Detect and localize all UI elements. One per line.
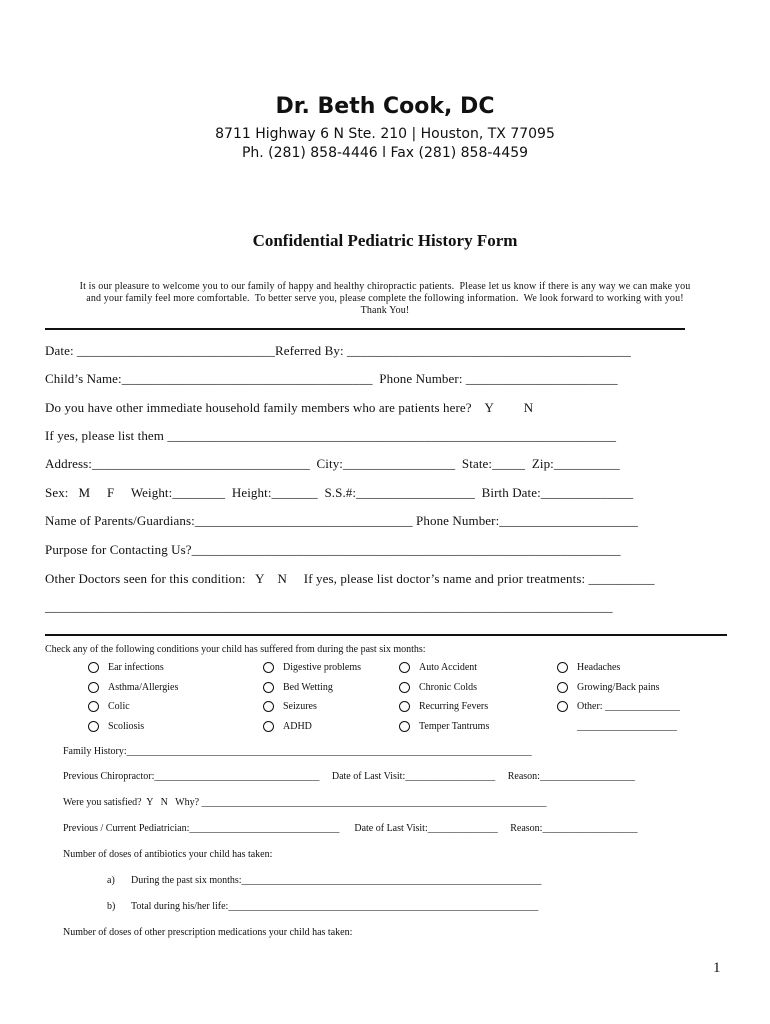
condition-checkbox[interactable] xyxy=(263,682,274,693)
condition-checkbox[interactable] xyxy=(399,662,410,673)
practice-address: 8711 Highway 6 N Ste. 210 | Houston, TX 77095 xyxy=(215,126,555,142)
condition-label: Seizures xyxy=(283,700,317,712)
condition-checkbox[interactable] xyxy=(88,701,99,712)
antibiotics-question: Number of doses of antibiotics your child has taken: xyxy=(63,849,273,860)
condition-checkbox[interactable] xyxy=(263,701,274,712)
condition-checkbox[interactable] xyxy=(399,721,410,732)
conditions-divider xyxy=(45,634,727,636)
address-field[interactable]: Address:_________________________________ City:_________________ State:_____ Zip:__________ xyxy=(45,456,620,471)
top-divider xyxy=(45,328,685,330)
condition-label: Other: _______________ xyxy=(577,700,681,712)
antibiotics-b-label: b) xyxy=(107,901,116,912)
condition-checkbox[interactable] xyxy=(557,701,568,712)
form-title: Confidential Pediatric History Form xyxy=(252,231,518,250)
household-question[interactable]: Do you have other immediate household family members who are patients here? Y N xyxy=(45,400,534,415)
practice-contact: Ph. (281) 858-4446 l Fax (281) 858-4459 xyxy=(241,145,529,161)
antibiotics-a-label: a) xyxy=(107,875,115,886)
condition-checkbox[interactable] xyxy=(399,701,410,712)
previous-chiropractor-field[interactable]: Previous Chiropractor:_________________________________ Date of Last Visit:__________________ Reason:___________________ xyxy=(63,771,635,782)
condition-label: Asthma/Allergies xyxy=(108,681,179,693)
child-name-phone-field[interactable]: Child’s Name:______________________________________ Phone Number: _______________________ xyxy=(45,371,618,386)
conditions-heading: Check any of the following conditions your child has suffered from during the past six months: xyxy=(45,644,426,655)
condition-checkbox[interactable] xyxy=(88,662,99,673)
household-list-field[interactable]: If yes, please list them ____________________________________________________________________ xyxy=(45,428,617,443)
pediatrician-field[interactable]: Previous / Current Pediatrician:______________________________ Date of Last Visit:______________ Reason:___________________ xyxy=(63,823,638,834)
antibiotics-lifetime-field[interactable]: Total during his/her life:______________________________________________________________ xyxy=(131,901,539,912)
condition-label: Temper Tantrums xyxy=(419,720,490,732)
intro-line-3: Thank You! xyxy=(360,305,410,316)
condition-label: Digestive problems xyxy=(283,661,362,673)
condition-label: Growing/Back pains xyxy=(577,681,660,693)
condition-label: Auto Accident xyxy=(419,661,478,673)
condition-checkbox[interactable] xyxy=(557,662,568,673)
other-doctors-field[interactable]: Other Doctors seen for this condition: Y N If yes, please list doctor’s name and prior treatments: __________ xyxy=(45,571,655,586)
family-history-field[interactable]: Family History:_________________________________________________________________________________ xyxy=(63,746,532,757)
condition-label: ADHD xyxy=(283,720,312,732)
condition-label: Colic xyxy=(108,700,130,712)
condition-checkbox[interactable] xyxy=(263,721,274,732)
other-condition-continuation[interactable]: ____________________ xyxy=(577,720,677,732)
practice-name: Dr. Beth Cook, DC xyxy=(275,94,495,119)
satisfied-field[interactable]: Were you satisfied? Y N Why? _____________________________________________________________________ xyxy=(63,797,547,808)
condition-label: Headaches xyxy=(577,661,621,673)
page-number: 1 xyxy=(713,960,721,976)
condition-label: Ear infections xyxy=(108,661,164,673)
intro-line-1: It is our pleasure to welcome you to our family of happy and healthy chiropractic patients. Please let us know if there is any way we can make you xyxy=(79,281,691,292)
condition-checkbox[interactable] xyxy=(399,682,410,693)
antibiotics-six-months-field[interactable]: During the past six months:____________________________________________________________ xyxy=(131,875,542,886)
condition-label: Bed Wetting xyxy=(283,681,333,693)
intro-line-2: and your family feel more comfortable. To better serve you, please complete the following information. We look forward to working with you! xyxy=(86,293,684,304)
condition-checkbox[interactable] xyxy=(557,682,568,693)
condition-label: Scoliosis xyxy=(108,720,145,732)
condition-checkbox[interactable] xyxy=(263,662,274,673)
purpose-field[interactable]: Purpose for Contacting Us?_________________________________________________________________ xyxy=(45,542,621,557)
date-referred-field[interactable]: Date: ______________________________Referred By: ___________________________________________ xyxy=(45,343,631,358)
condition-checkbox[interactable] xyxy=(88,721,99,732)
prescriptions-question: Number of doses of other prescription medications your child has taken: xyxy=(63,927,353,938)
condition-label: Chronic Colds xyxy=(419,681,478,693)
sex-weight-height-field[interactable]: Sex: M F Weight:________ Height:_______ S.S.#:__________________ Birth Date:______________ xyxy=(45,485,634,500)
condition-label: Recurring Fevers xyxy=(419,700,489,712)
condition-checkbox[interactable] xyxy=(88,682,99,693)
parents-phone-field[interactable]: Name of Parents/Guardians:_________________________________ Phone Number:_____________________ xyxy=(45,513,638,528)
other-doctors-continuation[interactable]: ______________________________________________________________________________________ xyxy=(45,599,613,614)
